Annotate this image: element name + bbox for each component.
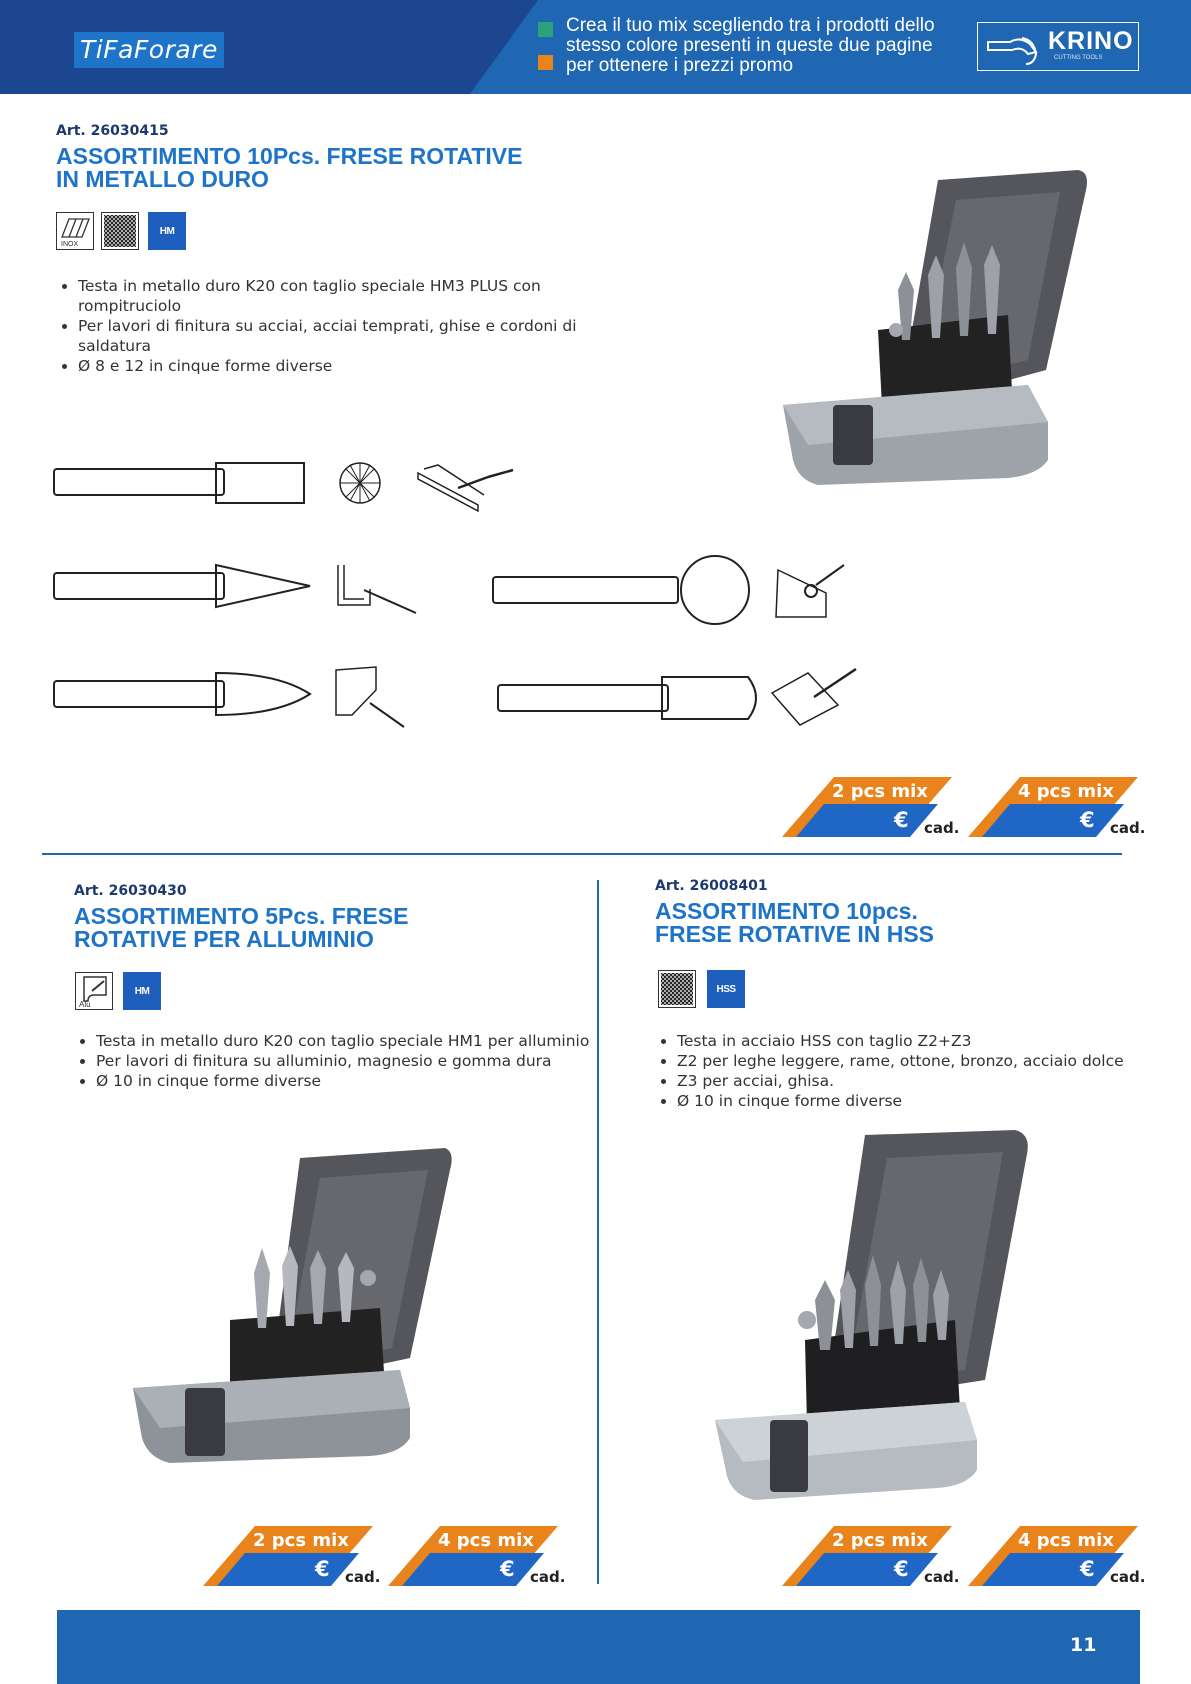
feature-item: • Per lavori di finitura su acciai, acciai temprati, ghise e cordoni di saldatura	[78, 316, 598, 356]
promo-text-line-2: stesso colore presenti in queste due pagine	[566, 35, 933, 56]
feature-item: • Testa in metallo duro K20 con taglio speciale HM3 PLUS con rompitruciolo	[78, 276, 598, 316]
feature-item: • Per lavori di finitura su alluminio, magnesio e gomma dura	[96, 1051, 596, 1071]
promo-text-line-1: Crea il tuo mix scegliendo tra i prodotti dello	[566, 15, 935, 36]
product-title: ASSORTIMENTO 10pcs. FRESE ROTATIVE IN HSS	[655, 898, 935, 947]
unit-label: cad.	[1110, 819, 1146, 837]
svg-text:Alu: Alu	[79, 1000, 91, 1009]
unit-label: cad.	[345, 1568, 381, 1586]
feature-list	[74, 1031, 596, 1091]
price-tag-2pcs	[782, 1526, 960, 1586]
feature-item: • Z3 per acciai, ghisa.	[677, 1071, 1177, 1091]
feature-list	[56, 276, 598, 376]
tag-label: 4 pcs mix	[438, 1530, 534, 1551]
aluminium-material-icon	[75, 972, 113, 1010]
footer-bar	[57, 1610, 1140, 1684]
tag-label: 2 pcs mix	[253, 1530, 349, 1551]
euro-symbol: €	[894, 808, 909, 832]
product-title: ASSORTIMENTO 5Pcs. FRESE ROTATIVE PER ALLUMINIO	[74, 903, 409, 952]
product-title: ASSORTIMENTO 10Pcs. FRESE ROTATIVE IN METALLO DURO	[56, 143, 523, 192]
feature-item: • Ø 8 e 12 in cinque forme diverse	[78, 356, 598, 376]
brand-logo: TiFaForare	[74, 32, 224, 68]
product-case-image	[778, 160, 1096, 485]
tag-label: 2 pcs mix	[832, 1530, 928, 1551]
tool-shape-drawings	[48, 455, 868, 735]
price-tag-4pcs	[968, 777, 1146, 837]
hm-badge: HM	[148, 212, 186, 250]
hss-badge: HSS	[707, 970, 745, 1008]
euro-symbol: €	[315, 1557, 330, 1581]
article-number: Art. 26030415	[56, 123, 169, 139]
tag-label: 2 pcs mix	[832, 781, 928, 802]
inox-material-icon	[56, 212, 94, 250]
cross-cut-pattern-icon	[101, 212, 139, 250]
green-legend-square	[538, 22, 553, 37]
section-divider	[42, 853, 1122, 855]
promo-text-line-3: per ottenere i prezzi promo	[566, 55, 794, 76]
feature-list	[655, 1031, 1177, 1111]
orange-legend-square	[538, 55, 553, 70]
krino-emblem-icon	[982, 24, 1042, 68]
unit-label: cad.	[924, 1568, 960, 1586]
feature-item: • Z2 per leghe leggere, rame, ottone, bronzo, acciaio dolce	[677, 1051, 1177, 1071]
euro-symbol: €	[894, 1557, 909, 1581]
article-number: Art. 26030430	[74, 883, 187, 899]
svg-text:INOX: INOX	[61, 241, 79, 248]
hm-badge: HM	[123, 972, 161, 1010]
euro-symbol: €	[500, 1557, 515, 1581]
article-number: Art. 26008401	[655, 878, 768, 894]
feature-item: • Ø 10 in cinque forme diverse	[677, 1091, 1177, 1111]
unit-label: cad.	[924, 819, 960, 837]
krino-logo-subtext: CUTTING TOOLS	[1054, 55, 1103, 61]
cross-cut-pattern-icon	[658, 970, 696, 1008]
krino-logo-text: KRINO	[1048, 27, 1134, 55]
product-case-image	[715, 1120, 1035, 1505]
feature-item: • Testa in acciaio HSS con taglio Z2+Z3	[677, 1031, 1177, 1051]
page-number: 11	[1070, 1634, 1097, 1656]
feature-item: • Ø 10 in cinque forme diverse	[96, 1071, 596, 1091]
price-tag-4pcs	[388, 1526, 566, 1586]
price-tag-4pcs	[968, 1526, 1146, 1586]
tag-label: 4 pcs mix	[1018, 1530, 1114, 1551]
price-tag-2pcs	[782, 777, 960, 837]
price-tag-2pcs	[203, 1526, 381, 1586]
tag-label: 4 pcs mix	[1018, 781, 1114, 802]
euro-symbol: €	[1080, 1557, 1095, 1581]
unit-label: cad.	[530, 1568, 566, 1586]
euro-symbol: €	[1080, 808, 1095, 832]
unit-label: cad.	[1110, 1568, 1146, 1586]
column-divider	[597, 880, 599, 1584]
product-case-image	[130, 1138, 455, 1463]
feature-item: • Testa in metallo duro K20 con taglio speciale HM1 per alluminio	[96, 1031, 596, 1051]
